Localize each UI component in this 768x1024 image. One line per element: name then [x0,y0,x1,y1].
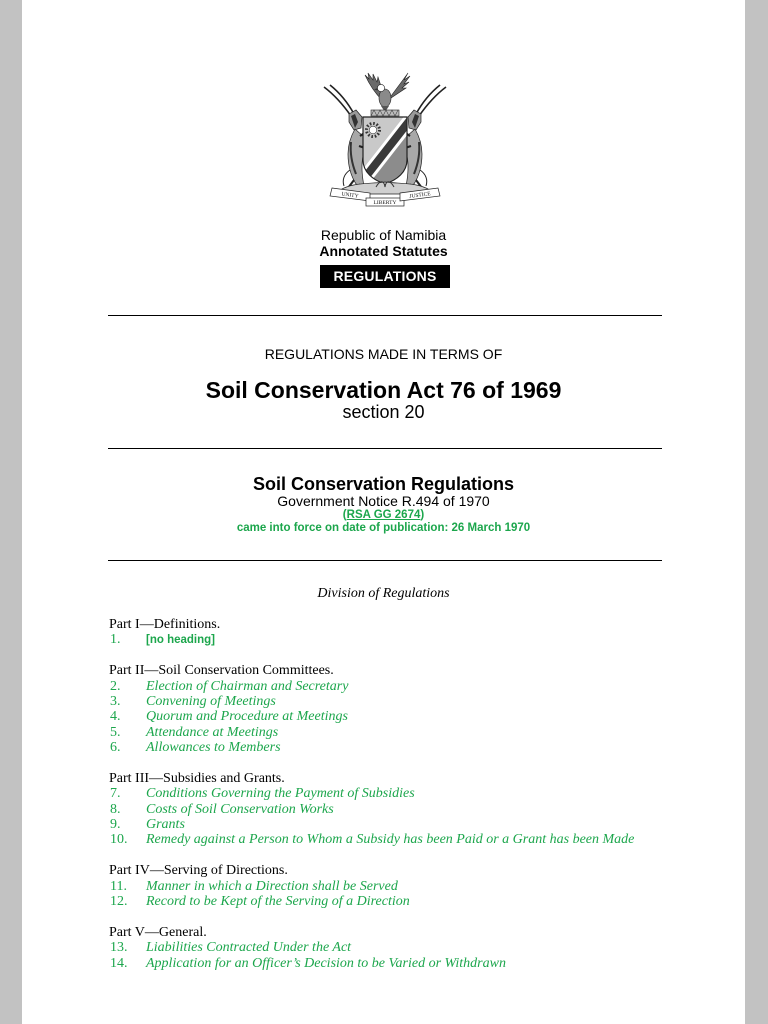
country-name: Republic of Namibia [320,227,447,243]
regulations-title: Soil Conservation Regulations [252,474,515,494]
regulation-title[interactable]: Costs of Soil Conservation Works [146,801,334,817]
gazette-open: ( [342,509,347,521]
regulation-link[interactable] [109,694,729,709]
part-section [109,771,729,848]
part-section [109,663,729,755]
divider [108,315,662,316]
motto-right: JUSTICE [409,191,432,200]
regulation-title[interactable]: Manner in which a Direction shall be Served [146,878,398,894]
regulation-number: 2. [110,678,121,694]
regulation-number: 7. [110,786,121,802]
regulation-title[interactable]: Attendance at Meetings [146,724,279,740]
oryx-left [324,85,366,190]
divider [108,560,662,561]
gazette-reference [22,508,745,522]
regulation-title[interactable]: Liabilities Contracted Under the Act [146,940,352,956]
regulation-link[interactable] [109,786,729,801]
regulation-link[interactable] [109,679,729,694]
motto-center: LIBERTY [373,200,397,207]
regulation-link[interactable] [109,725,729,740]
division-heading: Division of Regulations [317,586,450,601]
eagle-figure [365,73,410,112]
regulation-number: 5. [110,724,121,740]
regulation-link[interactable] [109,632,729,647]
part-title: Part III—Subsidies and Grants. [109,770,285,786]
regulation-title[interactable]: Election of Chairman and Secretary [146,678,349,694]
part-section [109,863,729,909]
regulation-title[interactable]: Conditions Governing the Payment of Subsidies [146,786,415,802]
regulation-number: 9. [110,817,121,833]
act-section: section 20 [342,402,425,422]
regulation-number: 4. [110,709,121,725]
regulation-title[interactable]: Allowances to Members [146,740,281,756]
part-title: Part I—Definitions. [109,617,221,632]
commencement-note: came into force on date of publication: 26 March 1970 [236,522,531,534]
regulations-index [109,617,729,971]
part-title: Part IV—Serving of Directions. [109,863,288,879]
regulation-link[interactable] [109,817,729,832]
regulation-number: 8. [110,801,121,817]
regulation-link[interactable] [109,740,729,755]
regulation-link[interactable] [109,709,729,724]
regulation-link[interactable] [109,894,729,909]
gazette-close: ) [420,509,425,521]
regulation-number: 13. [110,940,128,956]
regulation-number: 6. [110,740,121,756]
regulation-link[interactable] [109,802,729,817]
government-notice: Government Notice R.494 of 1970 [277,493,490,509]
act-intro: REGULATIONS MADE IN TERMS OF [264,346,503,362]
regulation-number: 11. [110,878,127,894]
headband [371,110,399,116]
regulation-title[interactable]: Quorum and Procedure at Meetings [146,709,348,725]
regulation-title[interactable]: Grants [146,817,185,833]
regulation-number: 14. [110,955,128,971]
regulation-number: 1. [110,632,121,648]
part-section [109,925,729,971]
regulations-badge: REGULATIONS [320,265,450,288]
gazette-link[interactable]: RSA GG 2674 [346,509,421,521]
oryx-right [404,85,446,190]
regulation-link[interactable] [109,832,729,847]
part-title: Part II—Soil Conservation Committees. [109,663,334,679]
regulation-number: 10. [110,832,128,848]
regulation-number: 12. [110,894,128,910]
regulation-link[interactable] [109,879,729,894]
regulation-title[interactable]: Convening of Meetings [146,693,276,709]
regulation-title[interactable]: Record to be Kept of the Serving of a Direction [146,894,410,910]
act-title: Soil Conservation Act 76 of 1969 [205,377,562,403]
regulation-link[interactable] [109,956,729,971]
regulation-title[interactable]: Remedy against a Person to Whom a Subsidy has been Paid or a Grant has been Made [146,832,635,848]
divider [108,448,662,449]
part-title: Part V—General. [109,924,207,940]
motto-left: UNITY [341,191,359,200]
regulation-title[interactable]: [no heading] [146,634,215,647]
regulation-title[interactable]: Application for an Officer’s Decision to be Varied or Withdrawn [146,955,506,971]
regulation-link[interactable] [109,940,729,955]
regulation-number: 3. [110,693,121,709]
coat-of-arms-icon [318,70,452,207]
collection-title: Annotated Statutes [319,243,448,259]
part-section [109,617,729,648]
document-page [22,0,745,1024]
